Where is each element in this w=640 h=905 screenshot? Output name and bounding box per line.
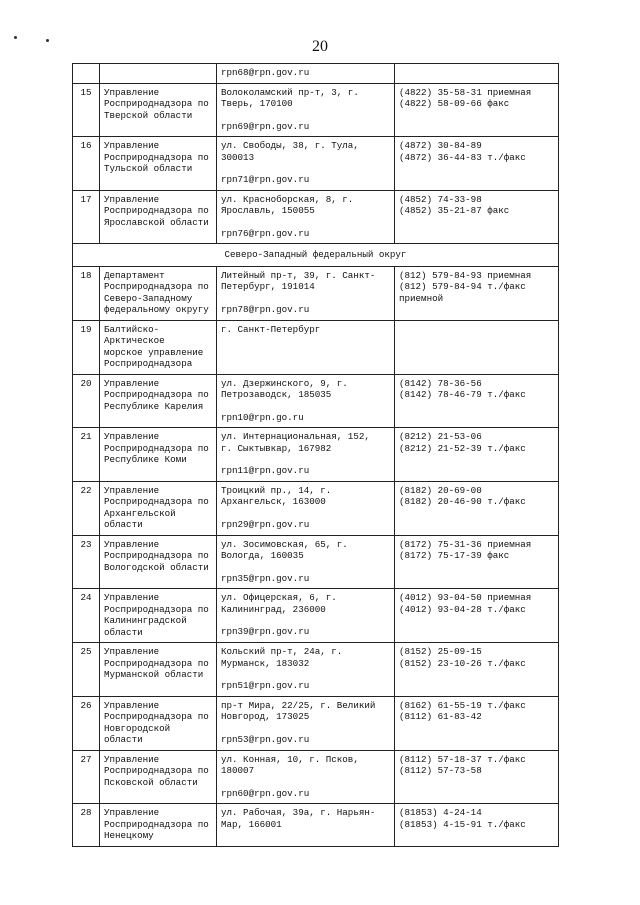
office-address bbox=[217, 481, 395, 535]
office-email: rpn76@rpn.gov.ru bbox=[221, 227, 310, 239]
table-row bbox=[73, 750, 559, 804]
office-phones bbox=[395, 320, 559, 374]
office-phones: (4822) 35-58-31 приемная (4822) 58-09-66 факс bbox=[395, 83, 559, 137]
row-number: 16 bbox=[73, 137, 100, 191]
office-email: rpn60@rpn.gov.ru bbox=[221, 787, 310, 799]
office-address-text: Волоколамский пр-т, 3, г. Тверь, 170100 bbox=[221, 86, 359, 109]
table-row bbox=[73, 589, 559, 643]
table-row bbox=[73, 643, 559, 697]
office-email: rpn71@rpn.gov.ru bbox=[221, 174, 310, 185]
office-address-text: г. Санкт-Петербург bbox=[221, 323, 321, 335]
office-email: rpn29@rpn.gov.ru bbox=[221, 518, 310, 530]
row-number: 17 bbox=[73, 190, 100, 244]
office-address-text: ул. Свободы, 38, г. Тула, 300013 bbox=[221, 140, 359, 163]
office-phones: (8112) 57-18-37 т./факс (8112) 57-73-58 bbox=[395, 750, 559, 804]
office-address bbox=[217, 83, 395, 137]
office-phones: (8172) 75-31-36 приемная (8172) 75-17-39 факс bbox=[395, 535, 559, 589]
office-phones: (8212) 21-53-06 (8212) 21-52-39 т./факс bbox=[395, 428, 559, 482]
office-address bbox=[217, 696, 395, 750]
office-email: rpn51@rpn.gov.ru bbox=[221, 680, 310, 691]
office-address bbox=[217, 750, 395, 804]
office-address bbox=[217, 64, 395, 84]
office-name: Управление Росприроднадзора по Тверской области bbox=[100, 83, 217, 137]
table-row bbox=[73, 696, 559, 750]
office-email: rpn68@rpn.gov.ru bbox=[221, 67, 310, 78]
office-name: Управление Росприроднадзора по Мурманской области bbox=[100, 643, 217, 697]
row-number: 21 bbox=[73, 428, 100, 482]
office-phones: (81853) 4-24-14 (81853) 4-15-91 т./факс bbox=[395, 804, 559, 847]
row-number: 19 bbox=[73, 320, 100, 374]
row-number: 25 bbox=[73, 643, 100, 697]
office-phones: (8162) 61-55-19 т./факс (8112) 61-83-42 bbox=[395, 696, 559, 750]
office-name: Управление Росприроднадзора по Новгородской области bbox=[100, 696, 217, 750]
row-number: 18 bbox=[73, 266, 100, 320]
office-address-text: ул. Конная, 10, г. Псков, 180007 bbox=[221, 753, 359, 776]
office-name: Управление Росприроднадзора по Республике Карелия bbox=[100, 374, 217, 428]
office-address bbox=[217, 535, 395, 589]
office-email: rpn10@rpn.go.ru bbox=[221, 411, 304, 423]
office-address-text: Литейный пр-т, 39, г. Санкт- Петербург, 191014 bbox=[221, 269, 376, 292]
office-name: Управление Росприроднадзора по Ненецкому bbox=[100, 804, 217, 847]
row-number: 28 bbox=[73, 804, 100, 847]
table-row bbox=[73, 190, 559, 244]
office-address bbox=[217, 137, 395, 191]
office-address-text: ул. Рабочая, 39а, г. Нарьян- Мар, 166001 bbox=[221, 807, 376, 830]
office-email: rpn11@rpn.gov.ru bbox=[221, 465, 310, 476]
office-address-text: ул. Красноборская, 8, г. Ярославль, 150055 bbox=[221, 193, 354, 216]
row-number: 15 bbox=[73, 83, 100, 137]
office-name: Управление Росприроднадзора по Вологодской области bbox=[100, 535, 217, 589]
office-email: rpn69@rpn.gov.ru bbox=[221, 120, 310, 132]
office-address-text: пр-т Мира, 22/25, г. Великий Новгород, 173025 bbox=[221, 699, 376, 722]
table-row bbox=[73, 83, 559, 137]
section-row bbox=[73, 244, 559, 267]
office-name: Управление Росприроднадзора по Псковской области bbox=[100, 750, 217, 804]
row-number: 27 bbox=[73, 750, 100, 804]
office-email: rpn53@rpn.gov.ru bbox=[221, 733, 310, 745]
office-address bbox=[217, 589, 395, 643]
page-number: 20 bbox=[312, 38, 328, 55]
office-address bbox=[217, 804, 395, 847]
office-name: Департамент Росприроднадзора по Северо-Западному федеральному округу bbox=[100, 266, 217, 320]
office-address bbox=[217, 643, 395, 697]
table-row bbox=[73, 266, 559, 320]
row-number: 22 bbox=[73, 481, 100, 535]
office-address bbox=[217, 428, 395, 482]
row-number: 24 bbox=[73, 589, 100, 643]
office-phones: (4012) 93-04-50 приемная (4012) 93-04-28 т./факс bbox=[395, 589, 559, 643]
table-row bbox=[73, 374, 559, 428]
row-number: 26 bbox=[73, 696, 100, 750]
office-name: Управление Росприроднадзора по Тульской области bbox=[100, 137, 217, 191]
row-number: 20 bbox=[73, 374, 100, 428]
office-phones bbox=[395, 64, 559, 84]
table-row bbox=[73, 137, 559, 191]
table-row bbox=[73, 481, 559, 535]
office-address-text: Кольский пр-т, 24а, г. Мурманск, 183032 bbox=[221, 646, 343, 669]
office-address bbox=[217, 374, 395, 428]
office-address-text: ул. Зосимовская, 65, г. Вологда, 160035 bbox=[221, 538, 348, 561]
office-address bbox=[217, 190, 395, 244]
office-phones: (812) 579-84-93 приемная (812) 579-84-94 т./факс приемной bbox=[395, 266, 559, 320]
table-row bbox=[73, 320, 559, 374]
office-name bbox=[100, 64, 217, 84]
office-phones: (4852) 74-33-98 (4852) 35-21-87 факс bbox=[395, 190, 559, 244]
office-address-text: ул. Дзержинского, 9, г. Петрозаводск, 185035 bbox=[221, 377, 348, 400]
row-number bbox=[73, 64, 100, 84]
office-email: rpn39@rpn.gov.ru bbox=[221, 626, 310, 637]
office-name: Балтийско- Арктическое морское управление Росприроднадзора bbox=[100, 320, 217, 374]
office-email: rpn35@rpn.gov.ru bbox=[221, 572, 310, 584]
office-name: Управление Росприроднадзора по Ярославской области bbox=[100, 190, 217, 244]
table-row bbox=[73, 804, 559, 847]
offices-table bbox=[72, 63, 559, 847]
office-address bbox=[217, 320, 395, 374]
office-name: Управление Росприроднадзора по Архангельской области bbox=[100, 481, 217, 535]
office-phones: (8182) 20-69-00 (8182) 20-46-90 т./факс bbox=[395, 481, 559, 535]
office-email: rpn78@rpn.gov.ru bbox=[221, 303, 310, 315]
office-address-text: Троицкий пр., 14, г. Архангельск, 163000 bbox=[221, 484, 332, 507]
table-row bbox=[73, 428, 559, 482]
table-row bbox=[73, 64, 559, 84]
office-address-text: ул. Офицерская, 6, г. Калининград, 236000 bbox=[221, 592, 337, 615]
table-row bbox=[73, 535, 559, 589]
office-phones: (8152) 25-09-15 (8152) 23-10-26 т./факс bbox=[395, 643, 559, 697]
office-phones: (4872) 30-84-89 (4872) 36-44-83 т./факс bbox=[395, 137, 559, 191]
office-address bbox=[217, 266, 395, 320]
office-phones: (8142) 78-36-56 (8142) 78-46-79 т./факс bbox=[395, 374, 559, 428]
office-name: Управление Росприроднадзора по Республике Коми bbox=[100, 428, 217, 482]
section-header: Северо-Западный федеральный округ bbox=[73, 244, 559, 267]
office-name: Управление Росприроднадзора по Калининградской области bbox=[100, 589, 217, 643]
row-number: 23 bbox=[73, 535, 100, 589]
office-address-text: ул. Интернациональная, 152, г. Сыктывкар, 167982 bbox=[221, 431, 370, 454]
